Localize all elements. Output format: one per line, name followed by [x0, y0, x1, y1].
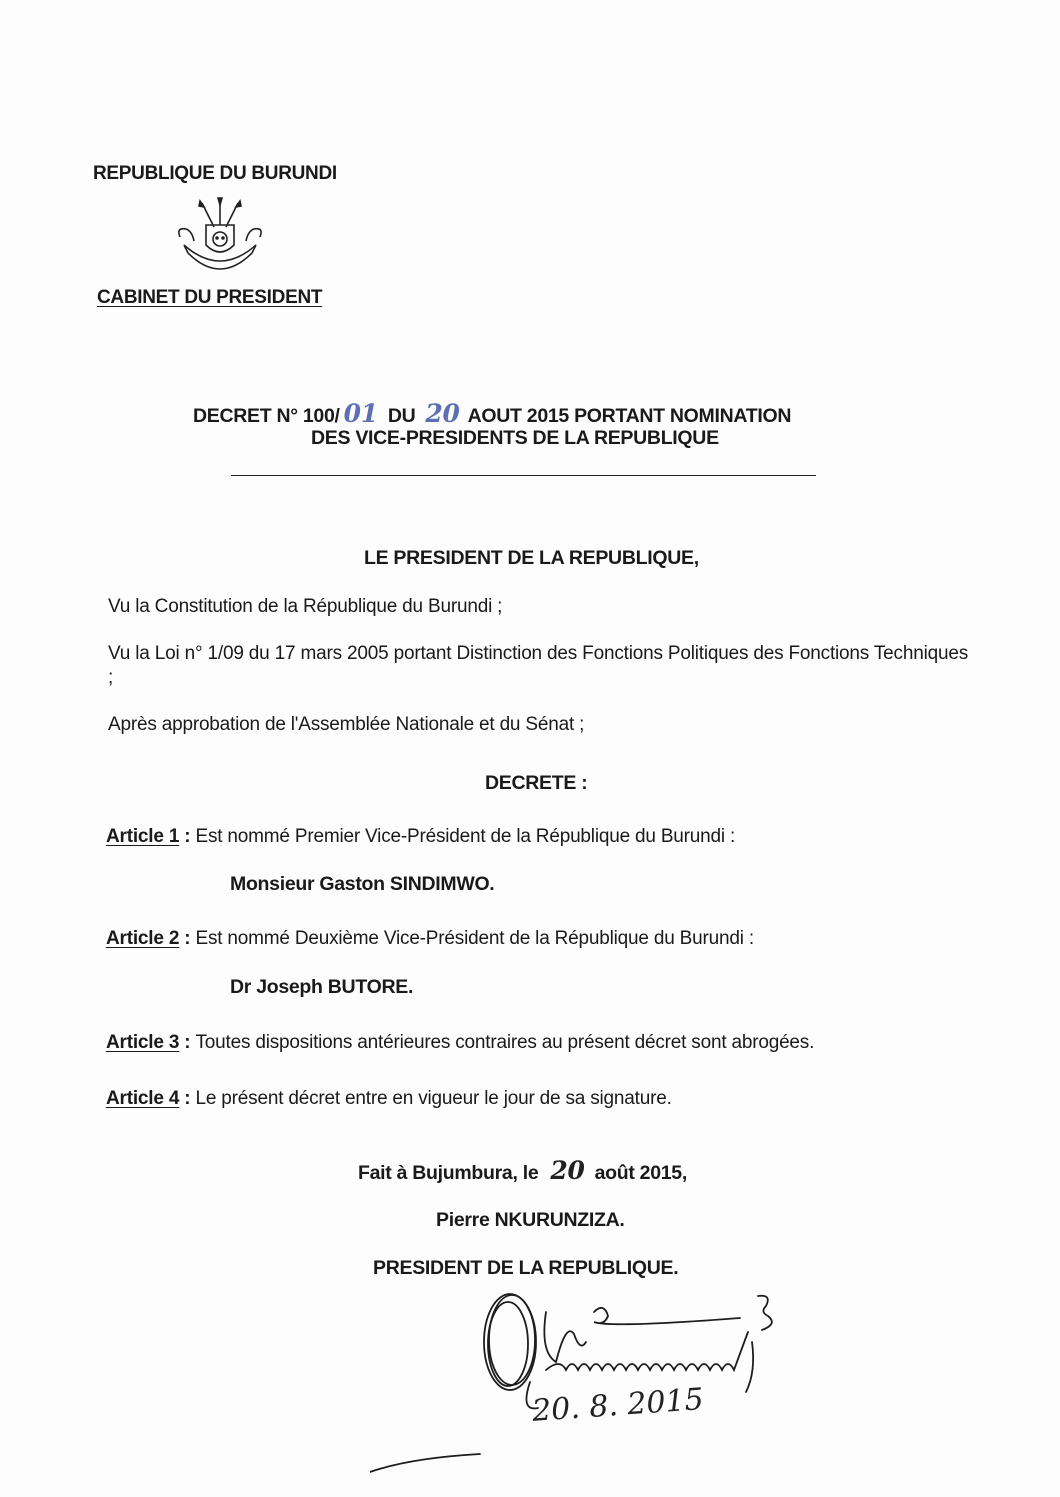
article-2-appointee: Dr Joseph BUTORE.: [230, 976, 414, 998]
decree-title-rest: AOUT 2015 PORTANT NOMINATION: [467, 405, 792, 427]
decree-title-line-2: DES VICE-PRESIDENTS DE LA REPUBLIQUE: [311, 427, 719, 449]
decrete-heading: DECRETE :: [485, 772, 588, 794]
recital-law: [108, 642, 968, 690]
article-3-label: Article 3: [106, 1032, 180, 1053]
article-1-colon: :: [179, 826, 196, 847]
article-3-text: Toutes dispositions antérieures contraires au présent décret sont abrogées.: [195, 1032, 815, 1053]
article-2-text: Est nommé Deuxième Vice-Président de la République du Burundi :: [195, 928, 754, 949]
president-heading: LE PRESIDENT DE LA REPUBLIQUE,: [364, 547, 699, 569]
article-4-text: Le présent décret entre en vigueur le jour de sa signature.: [195, 1088, 672, 1109]
article-2-label: Article 2: [106, 928, 180, 949]
article-3: [106, 1032, 814, 1054]
article-1-label: Article 1: [106, 826, 180, 847]
country-heading: REPUBLIQUE DU BURUNDI: [93, 163, 337, 184]
article-1: [106, 826, 735, 848]
article-4-colon: :: [179, 1088, 196, 1109]
article-1-text: Est nommé Premier Vice-Président de la République du Burundi :: [195, 826, 736, 847]
title-divider: [231, 475, 816, 476]
signing-place: Fait à Bujumbura, le: [358, 1162, 539, 1184]
handwritten-signature: [370, 1282, 800, 1492]
decree-number-handwritten: 01: [343, 399, 378, 428]
decree-title-line-1: [193, 399, 791, 428]
decree-number-label: DECRET N° 100/: [193, 405, 340, 427]
article-1-appointee: Monsieur Gaston SINDIMWO.: [230, 873, 495, 895]
recital-law-text: Vu la Loi n° 1/09 du 17 mars 2005 portant Distinction des Fonctions Politiques des Fonctions Techniques ;: [108, 643, 968, 688]
article-4-label: Article 4: [106, 1088, 180, 1109]
article-3-colon: :: [179, 1032, 196, 1053]
signatory-title: PRESIDENT DE LA REPUBLIQUE.: [373, 1257, 679, 1279]
article-2: [106, 928, 754, 950]
signatory-name: Pierre NKURUNZIZA.: [436, 1209, 625, 1231]
article-4: [106, 1088, 672, 1110]
signing-month-year: août 2015,: [594, 1162, 687, 1184]
coat-of-arms-emblem: [172, 197, 268, 277]
article-2-colon: :: [179, 928, 196, 949]
signing-day-handwritten: 20: [550, 1156, 585, 1185]
decree-day-handwritten: 20: [425, 399, 460, 428]
signing-place-date: [358, 1156, 687, 1185]
decree-du-label: DU: [387, 405, 416, 427]
recital-approval: Après approbation de l'Assemblée Nationale et du Sénat ;: [108, 714, 585, 735]
recital-constitution: Vu la Constitution de la République du Burundi ;: [108, 596, 503, 617]
cabinet-heading: CABINET DU PRESIDENT: [97, 287, 323, 308]
signature-date-handwritten: 20. 8. 2015: [531, 1382, 705, 1429]
